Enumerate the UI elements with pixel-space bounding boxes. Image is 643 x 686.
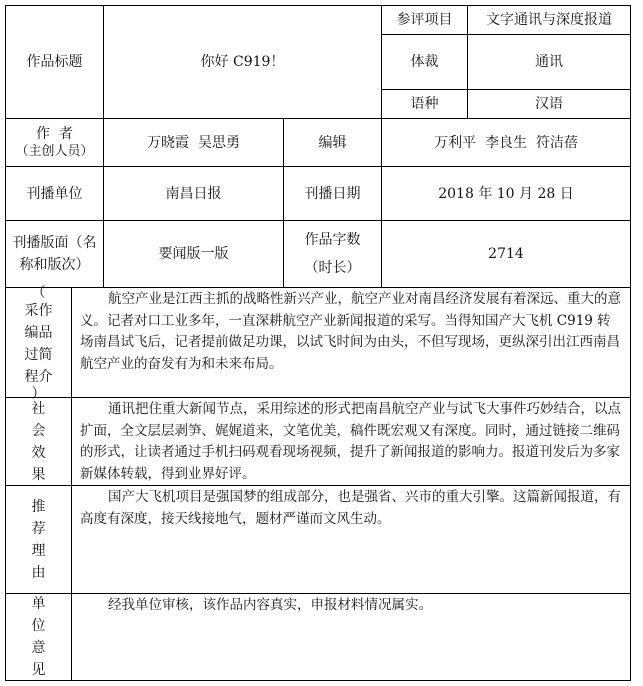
effect-label-char: 会	[31, 422, 46, 439]
author-label-line1: 作 者	[36, 125, 73, 142]
author-label-line2: （主创人员）	[15, 143, 94, 159]
effect-text: 通讯把住重大新闻节点，采用综述的形式把南昌航空产业与试飞大事件巧妙结合，以点扩面，全文层层剥笋、娓娓道来，文笔优美，稿件既宏观又有深度。同时，通过链接二维码的形式，让读者通过手机扫码观看现场视频，提升了新闻报道的影响力。报道刊发后为多家新媒体转载，得到业界好评。	[80, 401, 621, 482]
word-count-label-line1: 作品字数	[304, 232, 361, 248]
publish-date-value: 2018 年 10 月 28 日	[438, 185, 574, 202]
divider	[5, 397, 631, 398]
effect-label	[6, 398, 71, 485]
reason-label-char: 荐	[31, 520, 46, 537]
opinion-text: 经我单位审核，该作品内容真实，申报材料情况属实。	[108, 597, 432, 613]
opinion-label-char: 意	[31, 640, 46, 656]
col-divider	[71, 287, 72, 681]
process-label-char: ）	[31, 385, 46, 402]
divider	[5, 485, 631, 486]
reason-label-char: 由	[31, 564, 46, 581]
divider	[5, 287, 631, 288]
title-label: 作品标题	[26, 54, 83, 70]
eval-value: 文字通讯与深度报道	[486, 12, 612, 28]
process-text: 航空产业是江西主抓的战略性新兴产业，航空产业对南昌经济发展有着深远、重大的意义。记者对口工业多年，一直深耕航空产业新闻报道的采写。当得知国产大飞机 C919 转场南昌试飞后，记者提前做足功课，以试飞时间为由头，不但写现场，更纵深引出江西南昌航空产业的奋发有为和未来布局。	[80, 291, 621, 372]
language-label: 语种	[410, 96, 439, 112]
effect-label-char: 社	[31, 400, 46, 417]
word-count-value: 2714	[488, 246, 524, 262]
border-right	[630, 5, 631, 681]
process-label-char: 程介	[24, 368, 53, 385]
genre-label: 体裁	[410, 54, 439, 70]
author-label	[6, 119, 103, 166]
opinion-label	[6, 594, 71, 680]
reason-label-char: 推	[31, 498, 46, 515]
publisher-value: 南昌日报	[165, 185, 222, 202]
reason-label-char: 理	[31, 542, 46, 559]
publish-date-label: 刊播日期	[304, 185, 361, 202]
editor-label: 编辑	[318, 134, 347, 151]
opinion-label-char: 单	[31, 596, 46, 612]
reason-label	[6, 486, 71, 593]
genre-value: 通讯	[535, 54, 563, 70]
reason-text: 国产大飞机项目是强国梦的组成部分，也是强省、兴市的重大引擎。这篇新闻报道，有高度有深度，接天线接地气，题材严谨而文风生动。	[80, 489, 621, 527]
process-label-char: 采作	[24, 302, 53, 319]
border-bottom	[5, 680, 631, 681]
publisher-label: 刊播单位	[26, 185, 83, 202]
process-label-char: 过简	[24, 346, 53, 363]
title-value: 你好 C919！	[200, 54, 285, 70]
word-count-label	[284, 221, 381, 287]
word-count-label-line2: （时长）	[304, 260, 361, 276]
page-layout-label-line2: 称和版次）	[19, 257, 90, 273]
divider	[5, 593, 631, 594]
author-value: 万晓霞 吴思勇	[147, 134, 240, 151]
page-layout-value: 要闻版一版	[158, 246, 229, 262]
process-label-char: （	[31, 284, 46, 301]
page-layout-label	[6, 221, 103, 287]
effect-label-char: 果	[31, 466, 46, 483]
process-label	[6, 284, 71, 402]
opinion-label-char: 位	[31, 618, 46, 634]
effect-label-char: 效	[31, 444, 46, 461]
page-layout-label-line1: 刊播版面（名	[12, 235, 97, 251]
eval-label: 参评项目	[396, 12, 453, 28]
editor-value: 万利平 李良生 符洁蓓	[434, 134, 578, 151]
language-value: 汉语	[535, 96, 563, 112]
process-label-char: 编品	[24, 324, 53, 341]
opinion-label-char: 见	[31, 662, 46, 678]
